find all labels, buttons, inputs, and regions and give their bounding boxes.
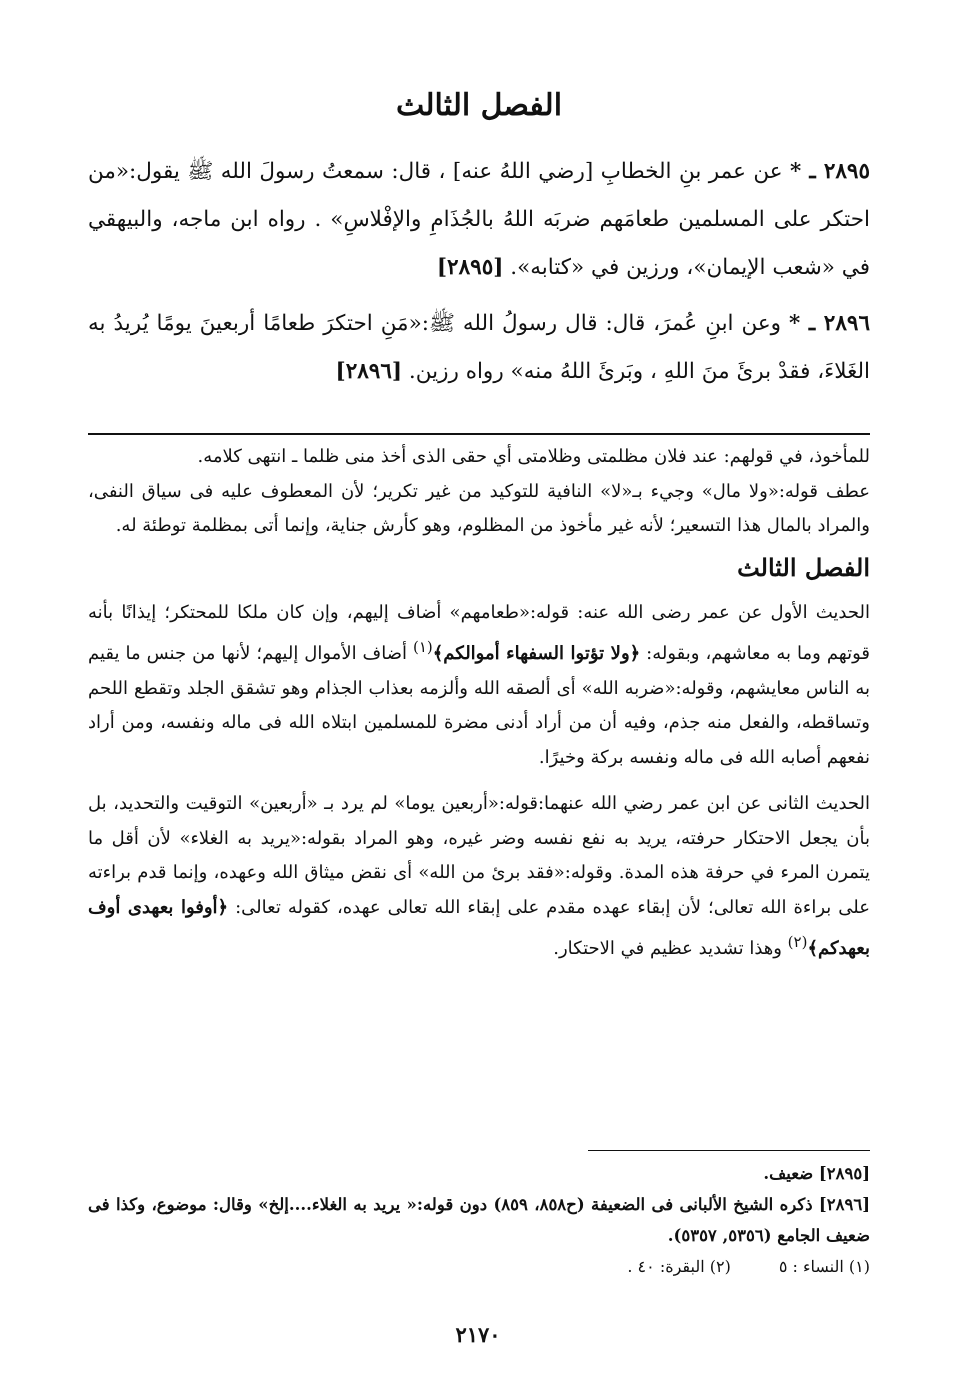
hadith-text: عن عمر بنِ الخطابِ [رضي اللهُ عنه] ، قال: سمعتُ رسولَ الله ﷺ يقول:«من احتكر على المسلمين طعامَهم ضربَه اللهُ بالجُذَامِ والإفْلاسِ» . رواه ابن ماجه، والبيهقي في «شعب الإيمان»، ورزين في «كتابه». <box>88 159 870 280</box>
hadith-block <box>88 148 870 404</box>
commentary-paragraph-2 <box>88 787 870 967</box>
quran-reference-1: (١) النساء : ٥ <box>778 1257 870 1276</box>
hadith-text: وعن ابنِ عُمرَ، قال: قال رسولُ الله ﷺ:«مَنِ احتكرَ طعامًا أربعينَ يومًا يُريدُ به الغَلاءَ، فقدْ برئَ منَ اللهِ ، وبَرئَ اللهُ منه» رواه رزين. <box>88 311 870 384</box>
commentary-paragraph-1 <box>88 596 870 776</box>
hadith-number: ٢٨٩٥ ـ * <box>790 159 871 184</box>
hadith-ref: [٢٨٩٦] <box>335 359 403 384</box>
hadith-number: ٢٨٩٦ ـ * <box>789 311 870 336</box>
footnotes <box>88 1158 870 1282</box>
quran-reference-2: (٢) البقرة: ٤٠ . <box>627 1257 731 1276</box>
footnote-2896: [٢٨٩٦] ذكره الشيخ الألبانى فى الضعيفة (ح٨٥٨، ٨٥٩) دون قوله:« يريد به الغلاء....إلخ» وقال: موضوع، وكذا فى ضعيف الجامع (٥٣٥٦, ٥٣٥٧). <box>88 1195 870 1245</box>
commentary-intro-paragraph: عطف قوله:«ولا مال» وجيء بـ«لا» النافية للتوكيد من غير تكرير؛ لأن المعطوف عليه فى سياق النفى، والمراد بالمال هذا التسعير؛ لأنه غير مأخوذ من المظلوم، وهو كأرش جناية، وإنما أتى بمظلمة توطئة له. <box>88 480 870 536</box>
footnote-rule <box>588 1150 870 1151</box>
paragraph-text: الحديث الأول عن عمر رضى الله عنه: قوله:«طعامهم» أضاف إليهم، وإن كان ملكا للمحتكر؛ إيذانًا بأنه قوتهم وما به معاشهم، وبقوله: <box>88 601 871 664</box>
paragraph-text: وهذا تشديد عظيم في الاحتكار. <box>553 938 788 959</box>
commentary-intro-line: للمأخوذ، في قولهم: عند فلان مظلمتى وظلامتى أي حقى الذى أخذ منى ظلما ـ انتهى كلامه. <box>197 446 870 467</box>
footnote-2895: [٢٨٩٥] ضعيف. <box>763 1164 870 1183</box>
page-number: ٢١٧٠ <box>455 1322 501 1347</box>
hadith-2896 <box>88 300 870 396</box>
quran-quote: ﴿ولا تؤتوا السفهاء أموالكم﴾ <box>432 643 641 664</box>
hadith-2895 <box>88 148 870 292</box>
footnote-marker: (١) <box>412 638 433 656</box>
paragraph-text: أضاف الأموال إليهم؛ لأنها من جنس ما يقيم به الناس معايشهم، وقوله:«ضربه الله» أى ألصقه الله وألزمه بعذاب الجذام وهو تشقق الجلد وتقطع اللحم وتساقطه، والفعل منه جذم، وفيه أن من أراد أدنى مضرة للمسلمين ابتلاه الله فى ماله ونفسه، ومن أراد نفعهم أصابه الله فى ماله ونفسه بركة وخيرًا. <box>88 643 870 768</box>
section-divider <box>88 433 870 435</box>
quran-references <box>88 1251 870 1282</box>
hadith-ref: [٢٨٩٥] <box>436 255 504 280</box>
paragraph-text: الحديث الثانى عن ابن عمر رضي الله عنهما:قوله:«أربعين يوما» لم يرد بـ «أربعين» التوقيت والتحديد، بل بأن يجعل الاحتكار حرفته، يريد به نفع نفسه وضر غيره، وهو المراد بقوله:«يريد به الغلاء» لأن أقل ما يتمرن المرء في حرفة هذه المدة. وقوله:«فقد برئ من الله» أى نقض ميثاق الله وعهده، وإنما قدم براءته على براءة الله تعالى؛ لأن إبقاء عهده مقدم على إبقاء الله تعالى عهده، كقوله تعالى: <box>88 793 870 918</box>
footnote-marker: (٢) <box>787 933 808 951</box>
quran-quote: ﴿أوفوا بعهدى أوف بعهدكم﴾ <box>88 896 870 959</box>
section-heading: الفصل الثالث <box>737 552 870 582</box>
commentary <box>88 440 870 967</box>
chapter-title: الفصل الثالث <box>395 88 563 123</box>
